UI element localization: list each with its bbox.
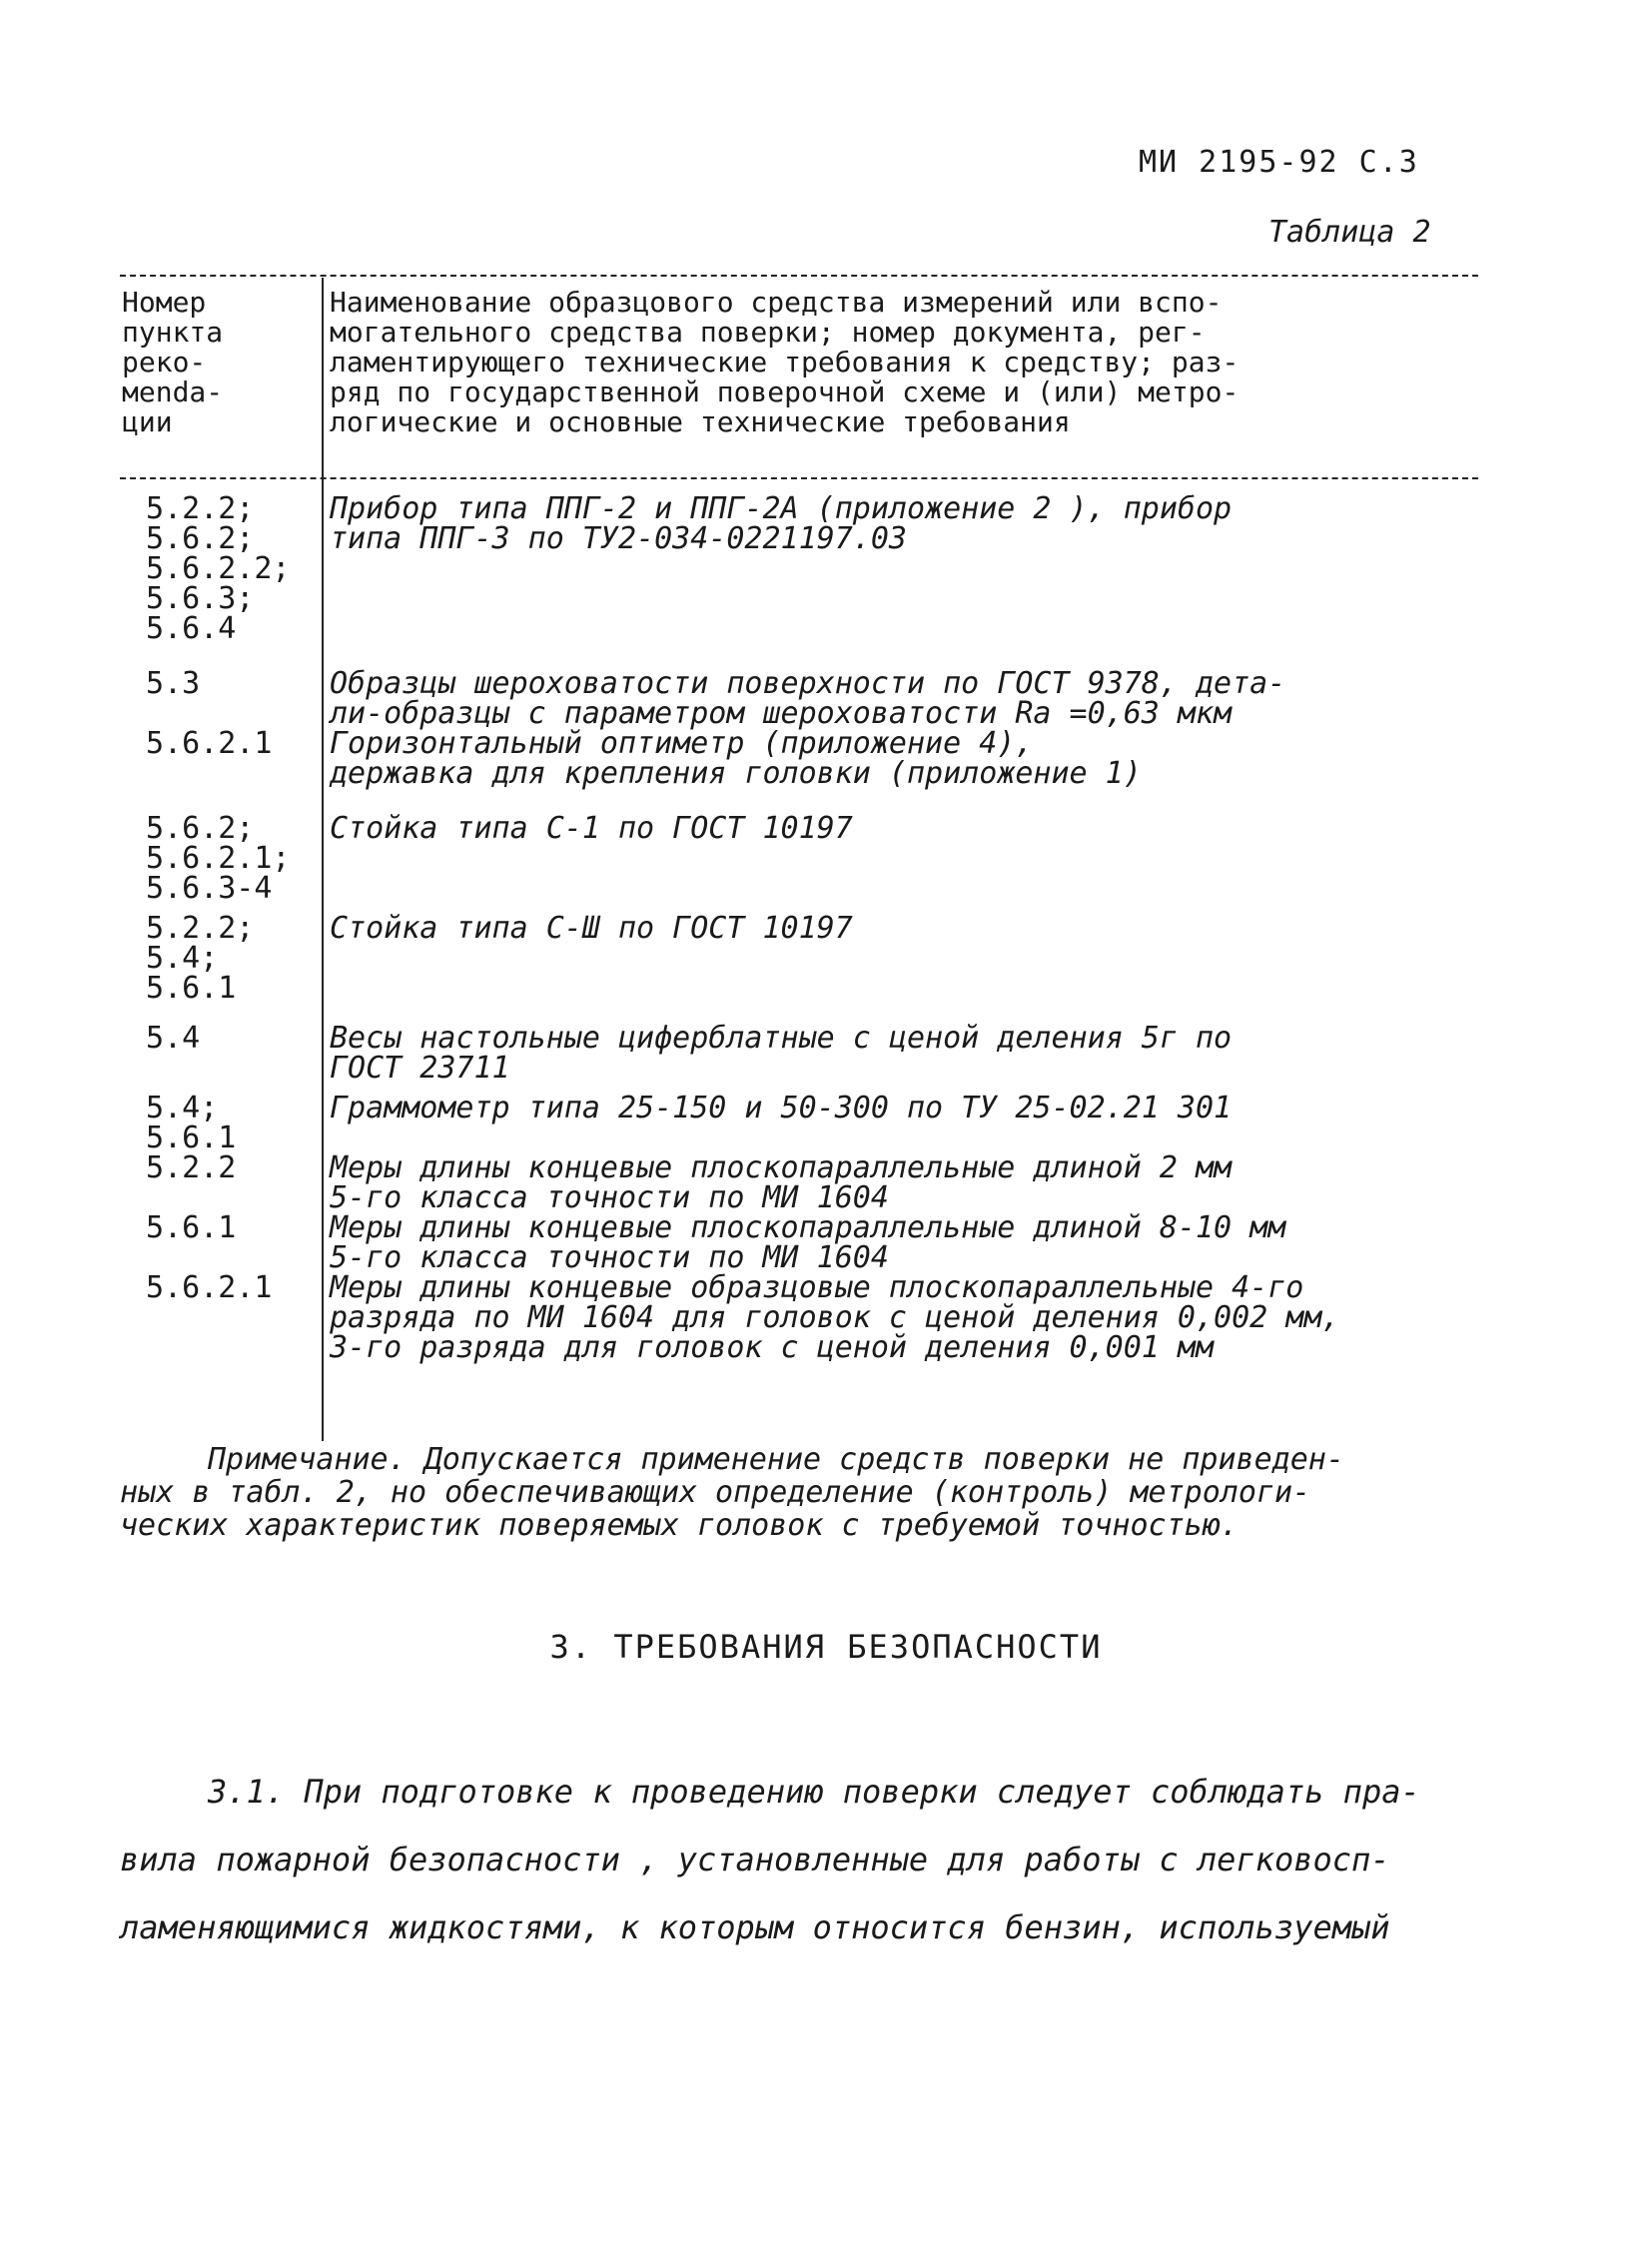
row-description (330, 911, 1478, 946)
row-description (330, 726, 1478, 791)
row-number (146, 726, 316, 761)
row-number-line: 5.3 (146, 666, 201, 701)
row-description (330, 491, 1478, 556)
row-description-line: Меры длины концевые образцовые плоскопараллельные 4-го (330, 1270, 1304, 1305)
row-number-line: 5.6.2; (146, 521, 255, 556)
table-note (120, 1443, 1498, 1542)
note-line: ных в табл. 2, но обеспечивающих определение (контроль) метрологи- (120, 1475, 1311, 1510)
row-description-line: ГОСТ 23711 (330, 1051, 510, 1086)
row-number (146, 491, 316, 646)
header-number-line: ции (122, 405, 173, 438)
row-number-line: 5.6.2.2; (146, 551, 291, 586)
row-number-line: 5.6.4 (146, 611, 237, 646)
row-description-line: 3-го разряда для головок с ценой деления 0,001 мм (330, 1330, 1215, 1365)
header-description-line: логические и основные технические требования (330, 405, 1071, 438)
document-code: МИ 2195-92 С.3 (1139, 145, 1419, 180)
row-number-line: 5.6.2.1 (146, 726, 273, 761)
table-caption: Таблица 2 (1268, 215, 1431, 250)
row-number-line: 5.6.3; (146, 581, 255, 616)
row-number-line: 5.4; (146, 1091, 219, 1125)
header-number-line: пункта (122, 316, 224, 349)
row-number (146, 811, 316, 906)
row-description-line: Стойка типа С-1 по ГОСТ 10197 (330, 811, 853, 846)
header-description-line: ламентирующего технические требования к средству; раз- (330, 346, 1239, 378)
row-number-line: 5.6.3-4 (146, 871, 273, 906)
row-number (146, 1210, 316, 1245)
row-description-line: Прибор типа ППГ-2 и ППГ-2А (приложение 2 ), прибор (330, 491, 1233, 526)
row-number-line: 5.2.2; (146, 491, 255, 526)
row-description-line: Меры длины концевые плоскопараллельные длиной 8-10 мм (330, 1210, 1286, 1245)
row-number (146, 1270, 316, 1305)
table-header-rule (120, 477, 1478, 479)
paragraph-line: ламеняющимися жидкостями, к которым относится бензин, используемый (120, 1908, 1390, 1946)
row-description (330, 666, 1478, 731)
section-title: 3. ТРЕБОВАНИЯ БЕЗОПАСНОСТИ (549, 1628, 1103, 1666)
row-description (330, 1150, 1478, 1215)
row-description (330, 1021, 1478, 1086)
row-description-line: державка для крепления головки (приложение 1) (330, 756, 1142, 791)
section-paragraph (120, 1758, 1538, 1961)
row-description (330, 1091, 1478, 1125)
row-description (330, 1270, 1478, 1365)
row-number-line: 5.6.2.1 (146, 1270, 273, 1305)
row-number-line: 5.6.2.1; (146, 841, 291, 876)
paragraph-line: 3.1. При подготовке к проведению поверки следует соблюдать пра- (208, 1773, 1420, 1811)
header-number-line: реко- (122, 346, 207, 378)
row-description (330, 811, 1478, 846)
row-number-line: 5.6.1 (146, 1121, 237, 1155)
row-description-line: Граммометр типа 25-150 и 50-300 по ТУ 25-02.21 301 (330, 1091, 1233, 1125)
row-description-line: Горизонтальный оптиметр (приложение 4), (330, 726, 1034, 761)
row-number-line: 5.6.1 (146, 971, 237, 1006)
row-description-line: типа ППГ-3 по ТУ2-034-0221197.03 (330, 521, 907, 556)
row-description-line: ли-образцы с параметром шероховатости Ra =0,63 мкм (330, 696, 1233, 731)
header-description-line: ряд по государственной поверочной схеме и (или) метро- (330, 375, 1239, 408)
table-top-rule (120, 275, 1478, 277)
row-description-line: Весы настольные циферблатные с ценой деления 5г по (330, 1021, 1233, 1056)
header-description-line: Наименование образцового средства измерений или вспо- (330, 286, 1223, 319)
row-description-line: 5-го класса точности по МИ 1604 (330, 1240, 889, 1275)
row-description-line: Меры длины концевые плоскопараллельные длиной 2 мм (330, 1150, 1233, 1185)
note-line: Примечание. Допускается применение средств поверки не приведен- (208, 1442, 1344, 1477)
header-number-line: мenda- (122, 375, 224, 408)
table-column-divider (322, 278, 324, 1441)
row-description-line: Образцы шероховатости поверхности по ГОСТ 9378, дета- (330, 666, 1286, 701)
row-number-line: 5.4; (146, 941, 219, 976)
row-number (146, 1021, 316, 1056)
row-description-line: разряда по МИ 1604 для головок с ценой деления 0,002 мм, (330, 1300, 1340, 1335)
row-number-line: 5.2.2 (146, 1150, 237, 1185)
header-description-line: могательного средства поверки; номер документа, рег- (330, 316, 1206, 349)
row-description (330, 1210, 1478, 1275)
row-number-line: 5.6.1 (146, 1210, 237, 1245)
row-number (146, 1091, 316, 1155)
header-number-line: Номер (122, 286, 207, 319)
row-number (146, 1150, 316, 1185)
table-header-description (330, 288, 1478, 437)
table-header-number (122, 288, 312, 437)
row-number (146, 666, 316, 701)
row-number-line: 5.4 (146, 1021, 201, 1056)
note-line: ческих характеристик поверяемых головок с требуемой точностью. (120, 1508, 1239, 1543)
row-description-line: Стойка типа С-Ш по ГОСТ 10197 (330, 911, 853, 946)
row-number (146, 911, 316, 1006)
row-number-line: 5.6.2; (146, 811, 255, 846)
row-number-line: 5.2.2; (146, 911, 255, 946)
row-description-line: 5-го класса точности по МИ 1604 (330, 1180, 889, 1215)
paragraph-line: вила пожарной безопасности , установленные для работы с легковосп- (120, 1841, 1390, 1878)
